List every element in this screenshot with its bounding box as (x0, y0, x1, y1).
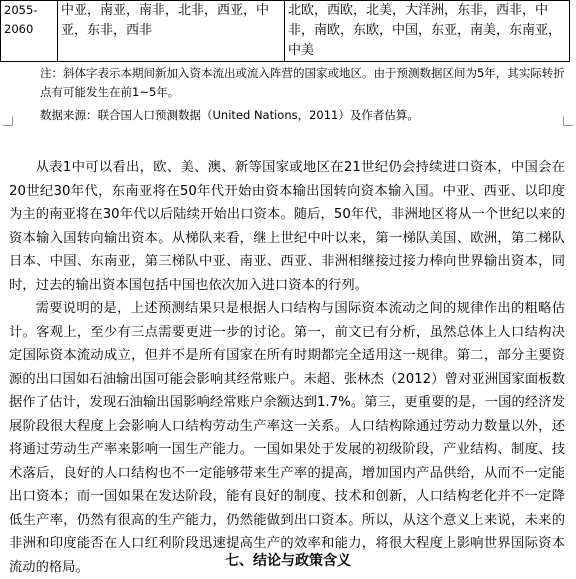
corner-mark-left (3, 116, 13, 126)
body-text (9, 156, 565, 579)
corner-mark-right (563, 116, 573, 126)
paragraph: 从表1中可以看出，欧、美、澳、新等国家或地区在21世纪仍会持续进口资本，中国会在20世纪30年代，东南亚将在50年代开始由资本输出国转向资本输入国。中亚、西亚、以印度为主的南亚将在30年代以后陆续开始出口资本。随后，50年代，非洲地区将从一个世纪以来的资本输入国转向输出资本。从梯队来看，继上世纪中叶以来，第一梯队美国、欧洲，第二梯队日本、中国、东南亚，第三梯队中亚、南亚、西亚、非洲相继接过接力棒向世界输出资本，同时，过去的输出资本国包括中国也依次加入进口资本的行列。 (9, 160, 565, 293)
section-title: 七、结论与政策含义 (225, 553, 351, 569)
note-text: 注：斜体字表示本期间新加入资本流出或流入阵营的国家或地区。由于预测数据区间为5年，其实际转折点有可能发生在前1~5年。 (40, 66, 565, 99)
inflow-cell: 北欧，西欧，北美，大洋洲，东非，西非，中非，南欧，东欧，中国，东亚，南美，东南亚，中美 (285, 1, 570, 62)
paragraph: 需要说明的是，上述预测结果只是根据人口结构与国际资本流动之间的规律作出的粗略估计。客观上，至少有三点需要更进一步的讨论。第一，前文已有分析，虽然总体上人口结构决定国际资本流动成立，但并不是所有国家在所有时期都完全适用这一规律。第二，部分主要资源的出口国如石油输出国可能会影响其经常账户。未超、张林杰（2012）曾对亚洲国家面板数据作了估计，发现石油输出国影响经常账户余额达到1.7%。第三，更重要的是，一国的经济发展阶段很大程度上会影响人口结构劳动生产率这一关系。人口结构除通过劳动力数量以外，还将通过劳动生产率来影响一国生产能力。一国如果处于发展的初级阶段，产业结构、制度、技术落后，良好的人口结构也不一定能够带来生产率的提高，增加国内产品供给，从而不一定能出口资本；而一国如果在发达阶段，能有良好的制度、技术和创新，人口结构老化并不一定降低生产率，仍然有很高的生产能力，仍然能做到出口资本。所以，从这个意义上来说，未来的非洲和印度能否在人口红利阶段迅速提高生产的效率和能力，将很大程度上影响世界国际资本流动的格局。 (9, 301, 565, 575)
table-row (1, 1, 570, 62)
period-cell: 2055-2060 (1, 1, 58, 62)
forecast-table (0, 0, 570, 62)
outflow-cell: 中亚，南亚，南非，北非，西亚，中亚，东非，西非 (58, 1, 285, 62)
source-text: 数据来源：联合国人口预测数据（United Nations，2011）及作者估算。 (40, 108, 419, 122)
margin-marks (3, 116, 573, 130)
